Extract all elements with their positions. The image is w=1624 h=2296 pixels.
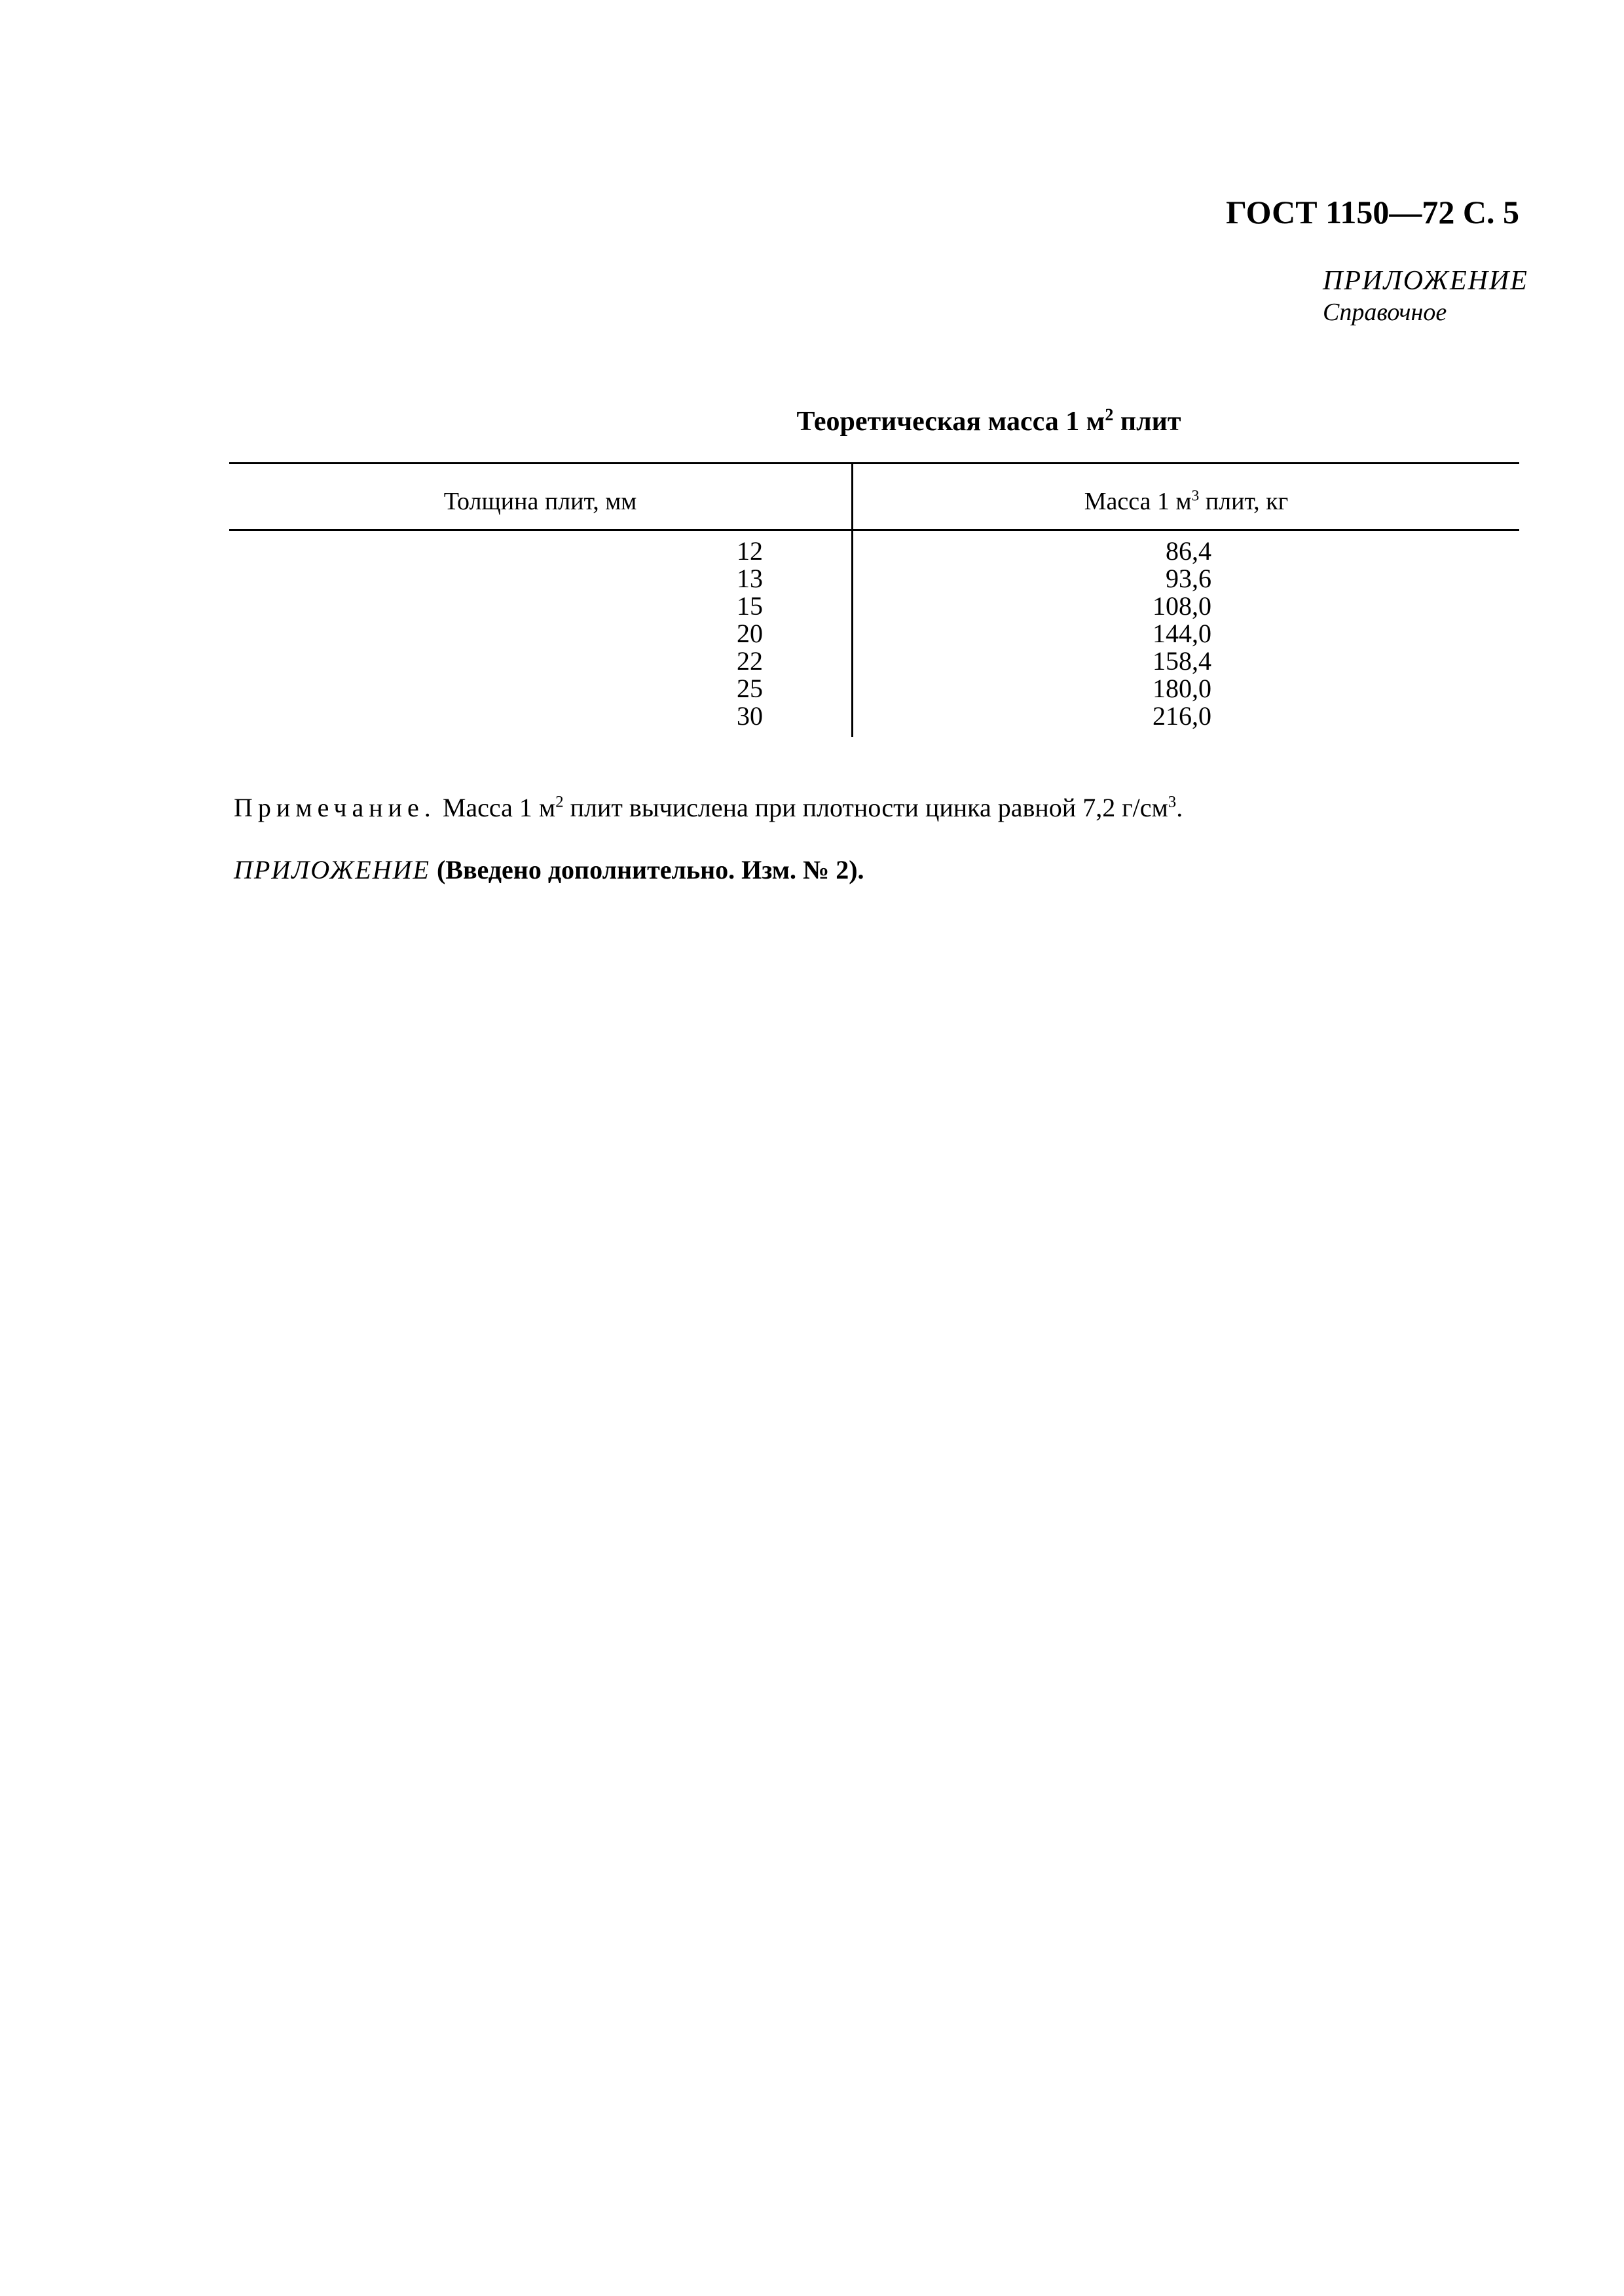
amendment-note [234, 854, 864, 885]
mass-cell: 86,4 [1166, 536, 1211, 566]
thickness-cell: 12 [737, 536, 763, 566]
column-header-mass-superscript: 3 [1191, 487, 1200, 505]
column-header-mass-main: Масса 1 м [1084, 488, 1192, 515]
thickness-cell: 13 [737, 564, 763, 593]
note-superscript-area: 2 [555, 793, 564, 811]
table-row [229, 565, 1519, 592]
mass-cell: 216,0 [1153, 701, 1211, 731]
table-row [229, 647, 1519, 675]
note-superscript-volume: 3 [1168, 793, 1177, 811]
mass-cell: 180,0 [1153, 674, 1211, 703]
appendix-heading: ПРИЛОЖЕНИЕ [1323, 266, 1528, 296]
mass-cell: 108,0 [1153, 591, 1211, 621]
column-header-mass [853, 487, 1519, 516]
note-label: Примечание. [234, 793, 436, 822]
table-title-main: Теоретическая масса 1 м [796, 407, 1105, 437]
column-header-thickness: Толщина плит, мм [443, 488, 637, 515]
thickness-cell: 20 [737, 619, 763, 648]
mass-cell: 93,6 [1166, 564, 1211, 593]
table-row [229, 620, 1519, 647]
thickness-cell: 25 [737, 674, 763, 703]
table-row [229, 592, 1519, 620]
table-title [229, 406, 1624, 437]
note-text-part1: Масса 1 м [435, 793, 556, 822]
thickness-cell: 30 [737, 701, 763, 731]
table-body [229, 538, 1519, 730]
appendix-subheading: Справочное [1323, 299, 1447, 326]
table-header-rule [229, 529, 1519, 531]
amendment-text: (Введено дополнительно. Изм. № 2). [430, 855, 864, 884]
table-title-superscript: 2 [1105, 405, 1114, 424]
document-code: ГОСТ 1150—72 С. 5 [1226, 194, 1519, 230]
table-row [229, 702, 1519, 730]
note-text-part3: . [1176, 793, 1183, 822]
column-header-mass-tail: плит, кг [1199, 488, 1289, 515]
table-row [229, 675, 1519, 702]
appendix-label [1323, 265, 1528, 328]
amendment-appendix-word: ПРИЛОЖЕНИЕ [234, 855, 430, 884]
table-top-rule [229, 462, 1519, 464]
table-row [229, 538, 1519, 565]
table-note [234, 792, 1183, 823]
table-title-tail: плит [1113, 407, 1181, 437]
thickness-cell: 15 [737, 591, 763, 621]
thickness-cell: 22 [737, 646, 763, 676]
mass-cell: 144,0 [1153, 619, 1211, 648]
note-text-part2: плит вычислена при плотности цинка равной 7,2 г/см [563, 793, 1168, 822]
mass-cell: 158,4 [1153, 646, 1211, 676]
